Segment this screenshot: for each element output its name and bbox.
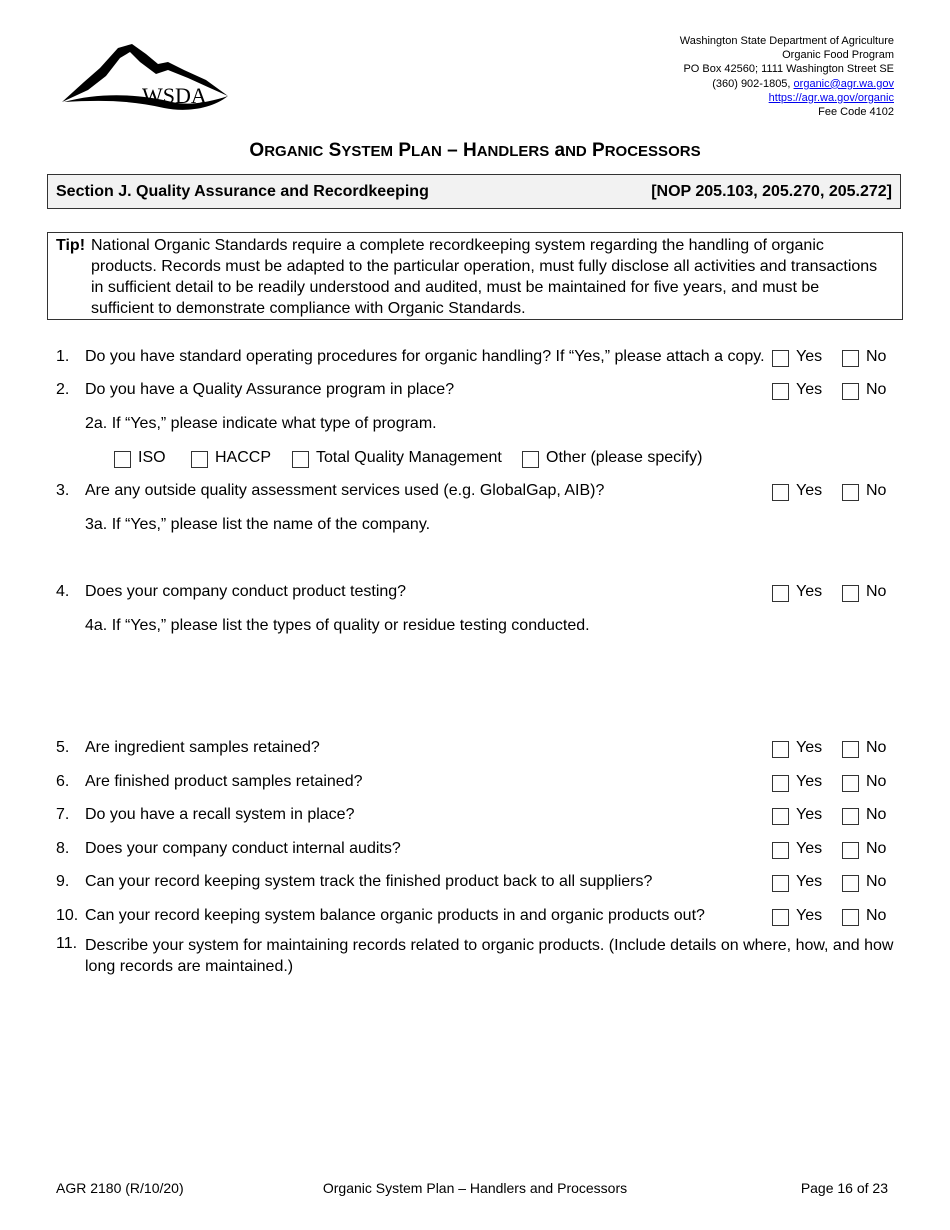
no-label: No [866, 840, 887, 857]
question-text: Does your company conduct product testing? [85, 583, 407, 600]
section-header [47, 174, 901, 209]
question-number: 5. [56, 739, 70, 756]
yes-checkbox[interactable] [772, 741, 789, 758]
sub-question-text: 3a. If “Yes,” please list the name of the company. [85, 516, 431, 533]
wsda-logo [60, 40, 232, 114]
question-text: Do you have standard operating procedures for organic handling? If “Yes,” please attach a copy. [85, 348, 765, 365]
footer-title: Organic System Plan – Handlers and Processors [322, 1180, 628, 1196]
email-link[interactable]: organic@agr.wa.gov [793, 77, 894, 90]
no-checkbox[interactable] [842, 350, 859, 367]
question-text: Are finished product samples retained? [85, 773, 363, 790]
question-number: 4. [56, 583, 70, 600]
yes-label: Yes [796, 348, 823, 365]
page-number: Page 16 of 23 [800, 1180, 888, 1196]
website-link[interactable]: https://agr.wa.gov/organic [768, 91, 894, 104]
sub-question-text: 4a. If “Yes,” please list the types of quality or residue testing conducted. [85, 617, 590, 634]
no-label: No [866, 873, 887, 890]
question-text: Can your record keeping system balance organic products in and organic products out? [85, 907, 705, 924]
no-label: No [866, 907, 887, 924]
question-number: 3. [56, 482, 70, 499]
yes-label: Yes [796, 840, 823, 857]
yes-checkbox[interactable] [772, 350, 789, 367]
no-checkbox[interactable] [842, 808, 859, 825]
yes-label: Yes [796, 482, 823, 499]
tip-label: Tip! [56, 237, 86, 254]
yes-checkbox[interactable] [772, 875, 789, 892]
no-checkbox[interactable] [842, 775, 859, 792]
no-label: No [866, 739, 887, 756]
yes-checkbox[interactable] [772, 808, 789, 825]
question-text: Can your record keeping system track the finished product back to all suppliers? [85, 873, 653, 890]
no-checkbox[interactable] [842, 909, 859, 926]
no-label: No [866, 381, 887, 398]
yes-checkbox[interactable] [772, 775, 789, 792]
no-label: No [866, 482, 887, 499]
program-option-checkbox[interactable] [114, 451, 131, 468]
question-text: Describe your system for maintaining records related to organic products. (Include details on where, how, and how long records are maintained.) [85, 937, 894, 975]
no-label: No [866, 806, 887, 823]
no-checkbox[interactable] [842, 585, 859, 602]
sub-question-text: 2a. If “Yes,” please indicate what type of program. [85, 415, 437, 432]
question-text: Are ingredient samples retained? [85, 739, 320, 756]
no-checkbox[interactable] [842, 383, 859, 400]
yes-label: Yes [796, 381, 823, 398]
question-text: Are any outside quality assessment services used (e.g. GlobalGap, AIB)? [85, 482, 605, 499]
yes-checkbox[interactable] [772, 484, 789, 501]
agency-phone: (360) 902-1805, [712, 77, 794, 90]
no-checkbox[interactable] [842, 842, 859, 859]
agency-line: PO Box 42560; 1111 Washington Street SE [683, 63, 894, 76]
yes-checkbox[interactable] [772, 842, 789, 859]
question-number: 10. [56, 907, 79, 924]
question-number: 2. [56, 381, 70, 398]
program-option-label: Other (please specify) [546, 449, 703, 466]
question-number: 1. [56, 348, 70, 365]
tip-text: National Organic Standards require a complete recordkeeping system regarding the handling of organic products. Records must be adapted to the particular operation, must fully disclose all activities and transactions in sufficient detail to be readily understood and audited, must be maintained for five years, and must be sufficient to demonstrate compliance with Organic Standards. [91, 237, 878, 317]
no-label: No [866, 773, 887, 790]
question-number: 7. [56, 806, 70, 823]
question-number: 11. [56, 935, 78, 952]
agency-line: Organic Food Program [782, 49, 894, 62]
question-text: Do you have a Quality Assurance program in place? [85, 381, 455, 398]
program-option-label: Total Quality Management [316, 449, 502, 466]
tip-box [47, 232, 903, 320]
agency-info [680, 34, 894, 119]
yes-label: Yes [796, 739, 823, 756]
no-checkbox[interactable] [842, 484, 859, 501]
yes-checkbox[interactable] [772, 585, 789, 602]
yes-label: Yes [796, 583, 823, 600]
question-number: 6. [56, 773, 70, 790]
form-number: AGR 2180 (R/10/20) [56, 1180, 184, 1196]
question-text: Does your company conduct internal audits? [85, 840, 401, 857]
program-option-checkbox[interactable] [522, 451, 539, 468]
question-text: Do you have a recall system in place? [85, 806, 355, 823]
no-label: No [866, 348, 887, 365]
yes-checkbox[interactable] [772, 909, 789, 926]
program-option-checkbox[interactable] [292, 451, 309, 468]
no-checkbox[interactable] [842, 875, 859, 892]
fee-code: Fee Code 4102 [818, 106, 894, 119]
page-title: ORGANIC SYSTEM PLAN – HANDLERS aND PROCESSORS [249, 140, 701, 161]
logo-text: WSDA [142, 83, 207, 108]
question-number: 9. [56, 873, 70, 890]
yes-checkbox[interactable] [772, 383, 789, 400]
program-option-label: ISO [138, 449, 166, 466]
section-reference: [NOP 205.103, 205.270, 205.272] [651, 183, 892, 200]
program-option-checkbox[interactable] [191, 451, 208, 468]
section-title: Section J. Quality Assurance and Recordkeeping [56, 183, 429, 200]
agency-line: Washington State Department of Agriculture [679, 35, 894, 47]
no-label: No [866, 583, 887, 600]
question-number: 8. [56, 840, 70, 857]
yes-label: Yes [796, 773, 823, 790]
yes-label: Yes [796, 907, 823, 924]
no-checkbox[interactable] [842, 741, 859, 758]
yes-label: Yes [796, 806, 823, 823]
yes-label: Yes [796, 873, 823, 890]
program-option-label: HACCP [215, 449, 272, 466]
